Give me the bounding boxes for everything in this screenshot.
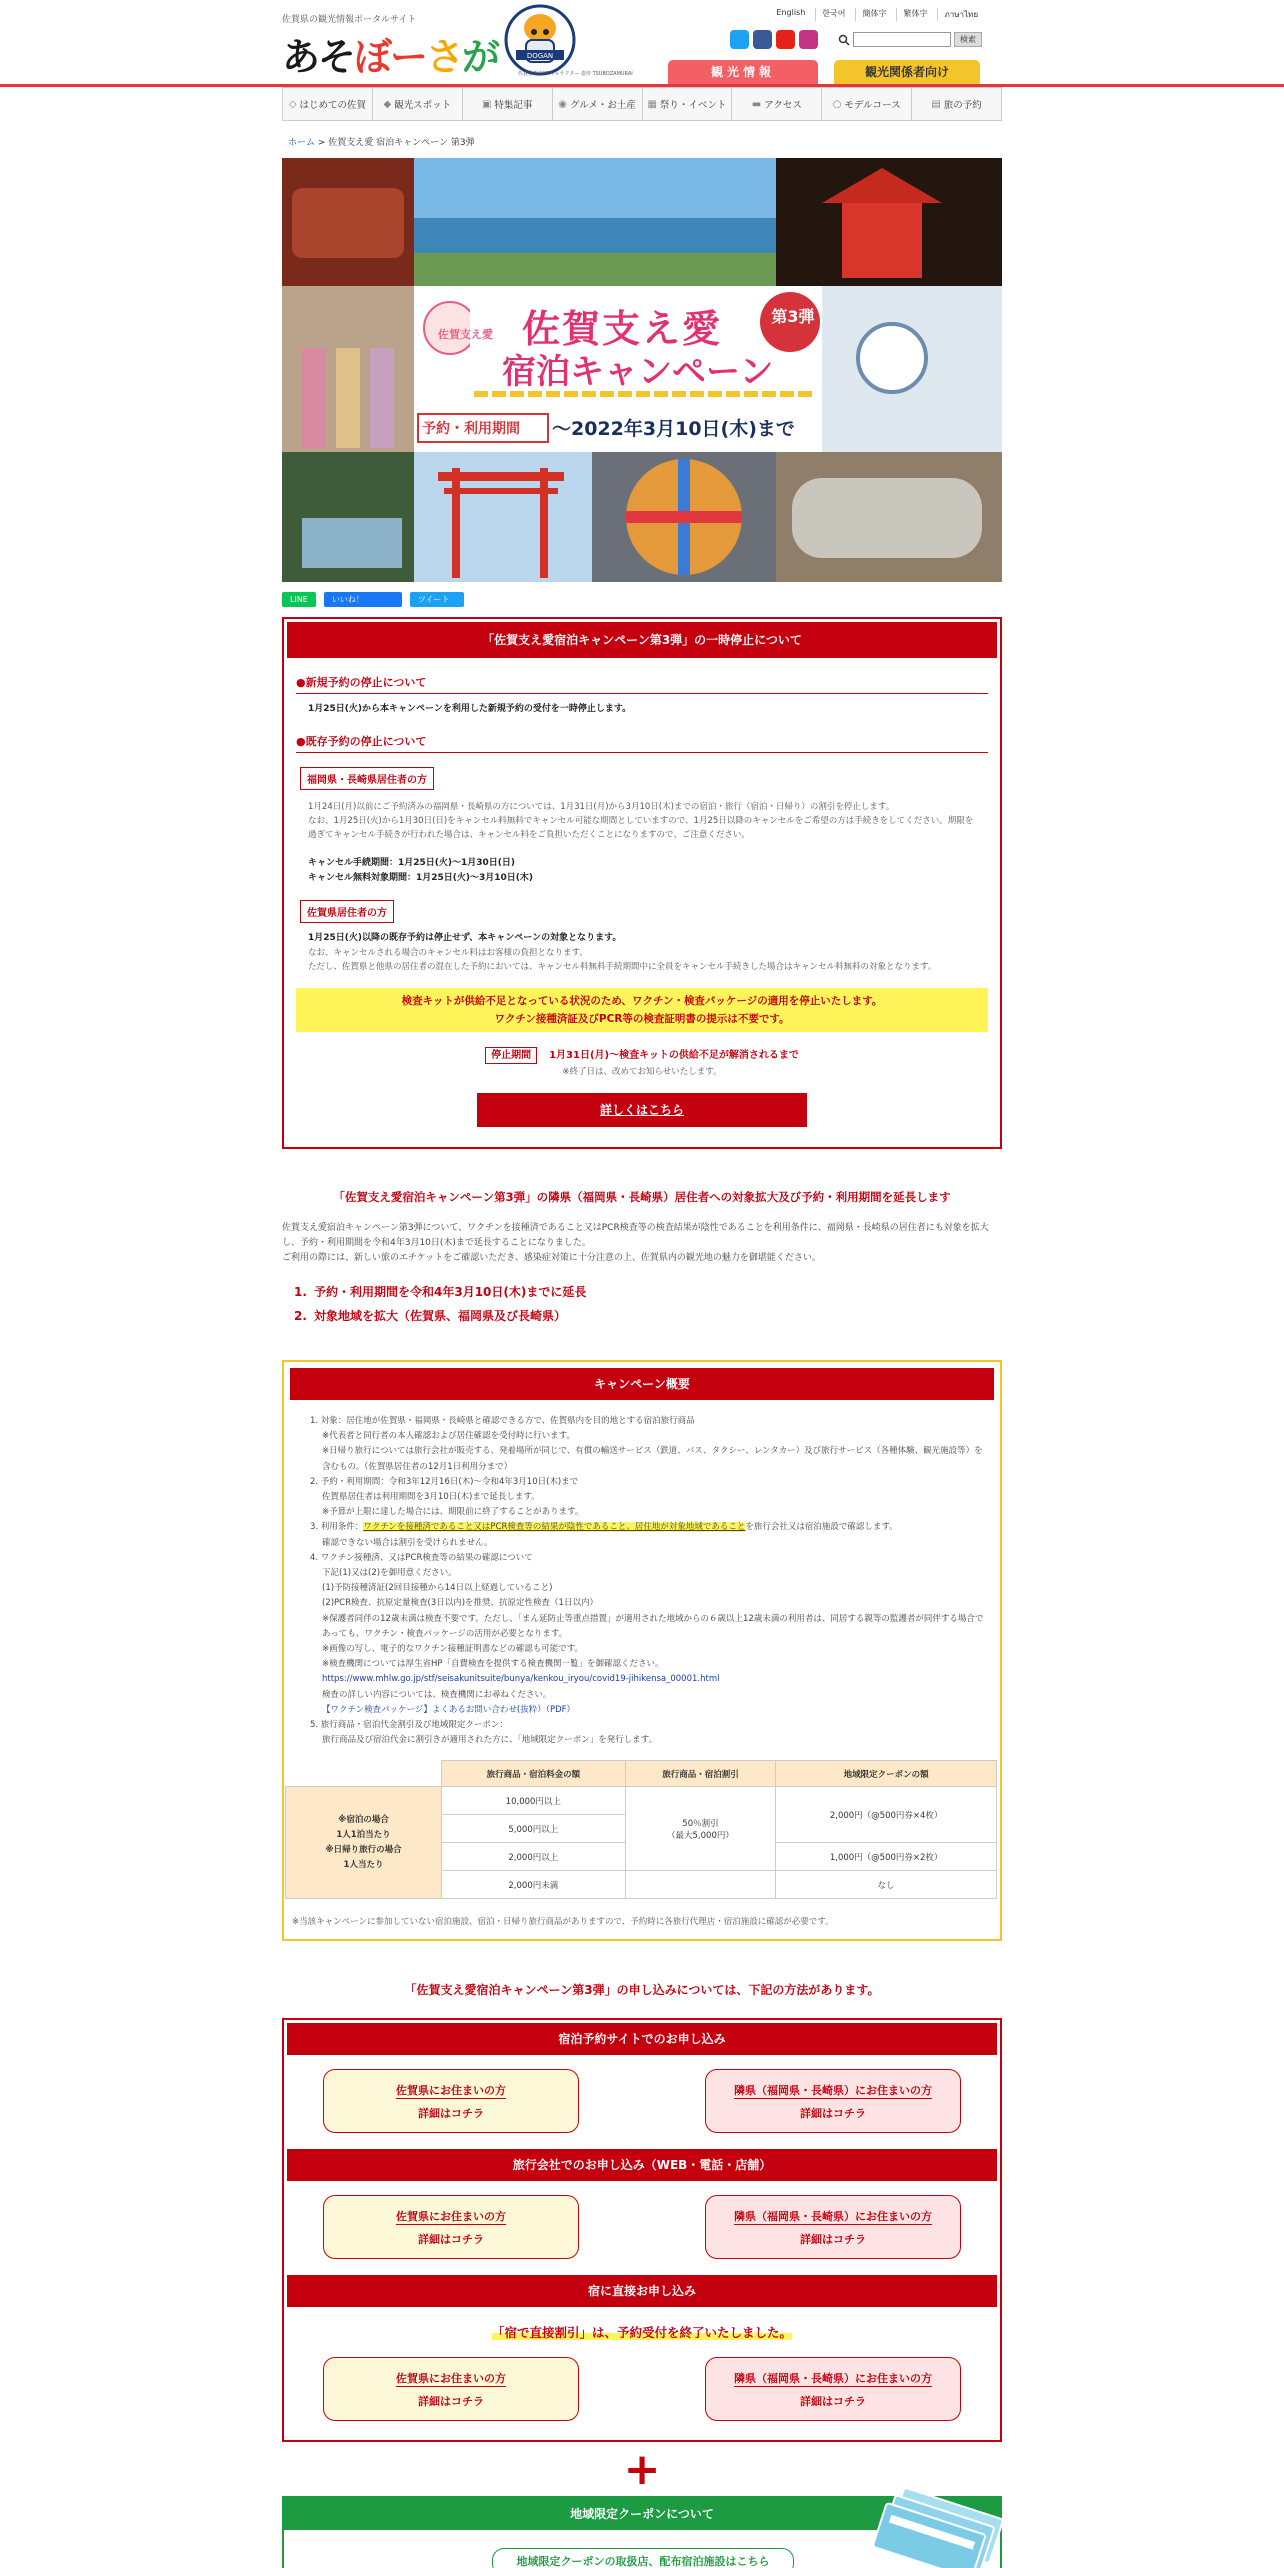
book-icon: ▤: [931, 98, 941, 110]
bike-icon: ○: [832, 98, 842, 110]
audience-tabs: [668, 60, 980, 86]
hero-period-text: ～2022年3月10日(木)まで: [552, 418, 795, 440]
tab-tourism-info[interactable]: 観光情報: [668, 60, 818, 86]
instagram-icon[interactable]: [799, 30, 818, 49]
tweet-button[interactable]: ツイート: [410, 592, 464, 607]
nav-item-spots[interactable]: ◆ 観光スポット: [373, 88, 463, 120]
search-icon: [838, 34, 850, 46]
nav-item-model-course[interactable]: ○ モデルコース: [822, 88, 912, 120]
stop-period: [284, 1046, 1000, 1061]
breadcrumb: ホーム > 佐賀支え愛 宿泊キャンペーン 第3弾: [288, 138, 475, 148]
table-cell: 10,000円以上: [442, 1787, 626, 1815]
neighbor-resident-card[interactable]: 隣県（福岡県・長崎県）にお住まいの方 詳細はコチラ: [705, 2195, 961, 2259]
stop-period-note: ※終了日は、改めてお知らせいたします。: [562, 1067, 722, 1077]
apply-section-title: 宿泊予約サイトでのお申し込み: [287, 2023, 997, 2055]
svg-text:DOGAN: DOGAN: [526, 52, 554, 60]
campaign-overview: [282, 1360, 1002, 1941]
food-icon: ◉: [558, 98, 567, 110]
list-item: 1. 予約・利用期間を令和4年3月10日(木)までに延長: [294, 1285, 587, 1299]
hero-badge: 佐賀支え愛: [438, 328, 493, 341]
free-cancel-period: キャンセル無料対象期間：1月25日(火)～3月10日(木): [308, 873, 534, 883]
fukuoka-nagasaki-label: 福岡県・長崎県居住者の方: [300, 767, 434, 790]
beginner-icon: ◇: [288, 98, 297, 110]
table-header: 旅行商品・宿泊料金の額: [442, 1761, 626, 1787]
table-cell: [625, 1871, 776, 1899]
car-icon: ▬: [751, 98, 762, 110]
table-header: 地域限定クーポンの額: [776, 1761, 997, 1787]
details-button[interactable]: 詳しくはこちら: [477, 1093, 807, 1127]
facebook-like-button[interactable]: いいね！: [324, 592, 402, 607]
youtube-icon[interactable]: [776, 30, 795, 49]
table-cell: 2,000円未満: [442, 1871, 626, 1899]
facebook-icon[interactable]: [753, 30, 772, 49]
coupon-tickets-image: [874, 2484, 1014, 2568]
price-table: [285, 1760, 997, 1899]
nav-item-features[interactable]: ▣ 特集記事: [463, 88, 553, 120]
table-cell: なし: [776, 1871, 997, 1899]
fukuoka-text-1: 1月24日(月)以前にご予約済みの福岡県・長崎県の方については、1月31日(月)から3月10日(木)までの宿泊・旅行（宿泊・日帰り）の割引を停止します。: [308, 802, 895, 812]
saga-resident-label: 佐賀県居住者の方: [300, 900, 394, 923]
festival-icon: ▦: [647, 98, 657, 110]
hero-title-line2: 宿泊キャンペーン: [502, 352, 774, 392]
saga-resident-card[interactable]: 佐賀県にお住まいの方 詳細はコチラ: [323, 2195, 579, 2259]
lang-thai[interactable]: ภาษาไทย: [937, 8, 984, 21]
campaign-hero-banner: [282, 158, 1002, 582]
suspension-notice: [282, 617, 1002, 1149]
language-menu: [770, 8, 984, 21]
hero-period-label: 予約・利用期間: [422, 421, 520, 437]
table-cell: 2,000円（@500円券×4枚）: [776, 1787, 997, 1843]
header-divider: [0, 84, 1284, 87]
share-buttons: [282, 592, 1002, 607]
stop-period-text: 1月31日(月)～検査キットの供給不足が解消されるまで: [549, 1050, 799, 1061]
overview-title: キャンペーン概要: [290, 1368, 994, 1400]
list-item: 2. 対象地域を拡大（佐賀県、福岡県及び長崎県）: [294, 1309, 567, 1323]
site-subtitle: 佐賀県の観光情報ポータルサイト: [282, 15, 417, 25]
overview-list: 1. 対象：居住地が佐賀県・福岡県・長崎県と確認できる方で、佐賀県内を目的地とする宿泊旅行商品 ※代表者と同行者の本人確認および居住確認を受付時に行います。 ※日帰り旅行については旅行会社が販売する、発着場所が同じで、有償の輸送サービス（鉄道、バス、タクシー、レンタカー）及び旅行サービス（各種体験、観光施設等）を含むもの。（佐賀県居住者の12月1日利用分まで） 2. 予約・利用期間：令和3年12月16日(木)～令和4年3月10日(木)まで 佐賀県居住者は利用期間を3月10日(木)まで延長します。 ※予算が上限に達した場合には、期限前に終了することがあります。 3. 利用条件：ワクチンを接種済であること又はPCR検査等の結果が陰性であること、居住地が対象地域であることを旅行会社又は宿泊施設で確認します。 確認できない場合は割引を受けられません。 4. ワクチン接種済、又はPCR検査等の結果の確認について 下記(1)又は(2)を御用意ください。 (1)予防接種済証(2回目接種から14日以上経過していること) (2)PCR検査、抗原定量検査(3日以内)を推奨、抗原定性検査（1日以内） ※保護者同伴の12歳未満は検査不要です。ただし、「まん延防止等重点措置」が適用された地域からの６歳以上12歳未満の利用者は、同居する親等の監護者が同伴する場合であっても、ワクチン・検査パッケージの活用が必要となります。 ※画像の写し、電子的なワクチン接種証明書などの確認も可能です。 ※検査機関については厚生省HP「自費検査を提供する検査機関一覧」を御確認ください。 https://www.mhlw.go.jp/stf/seisakunitsuite/bunya/kenkou_iryou/covid19-jihikensa_00001.html 検査の詳しい内容については、検査機関にお尋ねください。 【ワクチン検査パッケージ】よくあるお問い合わせ(抜粋）（PDF） 5. 旅行商品・宿泊代金割引及び地域限定クーポン： 旅行商品及び宿泊代金に割引きが適用された方に、「地域限定クーポン」を発行します。: [310, 1414, 990, 1748]
hero-edition: 第3弾: [771, 307, 815, 326]
search-input[interactable]: [853, 32, 951, 47]
coupon-stores-button[interactable]: 地域限定クーポンの取扱店、配布宿泊施設はこちら: [492, 2548, 794, 2568]
discount-cell: 50％割引 （最大5,000円）: [625, 1787, 776, 1871]
extension-list: [294, 1280, 1002, 1328]
table-row-head: ※宿泊の場合 1人1泊当たり ※日帰り旅行の場合 1人当たり: [286, 1787, 442, 1899]
plus-icon: +: [623, 2444, 661, 2496]
overview-note: ※当該キャンペーンに参加していない宿泊施設、宿泊・日帰り旅行商品がありますので、予約時に各旅行代理店・宿泊施設に確認が必要です。: [292, 1917, 834, 1928]
site-logo[interactable]: あそぼーさが: [282, 35, 499, 79]
new-booking-heading: ●新規予約の停止について: [296, 674, 988, 694]
apply-section-title: 旅行会社でのお申し込み（WEB・電話・店舗）: [287, 2149, 997, 2181]
direct-discount-ended: 「宿で直接割引」は、予約受付を終了いたしました。: [491, 2325, 792, 2341]
site-header: [282, 0, 1002, 84]
lang-traditional-chinese[interactable]: 繁体字: [896, 8, 933, 21]
lang-korean[interactable]: 한국어: [815, 8, 851, 21]
coupon-section: [282, 2496, 1002, 2568]
camera-icon: ▣: [481, 98, 492, 110]
search-button[interactable]: 検索: [954, 32, 982, 47]
neighbor-resident-card[interactable]: 隣県（福岡県・長崎県）にお住まいの方 詳細はコチラ: [705, 2357, 961, 2421]
lang-simplified-chinese[interactable]: 簡体字: [855, 8, 892, 21]
usage-condition: 3. 利用条件：ワクチンを接種済であること又はPCR検査等の結果が陰性であること、居住地が対象地域であることを旅行会社又は宿泊施設で確認します。: [310, 1522, 898, 1533]
saga-resident-card[interactable]: 佐賀県にお住まいの方 詳細はコチラ: [323, 2357, 579, 2421]
breadcrumb-current: 佐賀支え愛 宿泊キャンペーン 第3弾: [328, 138, 475, 148]
saga-small-1: なお、キャンセルされる場合のキャンセル料はお客様の負担となります。: [308, 948, 588, 958]
social-links: [730, 30, 818, 49]
extension-heading: 「佐賀支え愛宿泊キャンペーン第3弾」の隣県（福岡県・長崎県）居住者への対象拡大及び予約・利用期間を延長します: [333, 1190, 951, 1204]
breadcrumb-home[interactable]: ホーム: [288, 138, 316, 148]
table-cell: 5,000円以上: [442, 1815, 626, 1843]
apply-heading: 「佐賀支え愛宿泊キャンペーン第3弾」の申し込みについては、下記の方法があります。: [404, 1983, 880, 1998]
notice-title: 「佐賀支え愛宿泊キャンペーン第3弾」の一時停止について: [287, 622, 997, 658]
existing-booking-heading: ●既存予約の停止について: [296, 733, 988, 753]
coupon-title: 地域限定クーポンについて: [284, 2498, 1000, 2530]
extension-paragraph: 佐賀支え愛宿泊キャンペーン第3弾について、ワクチンを接種済であること又はPCR検査等の検査結果が陰性であることを利用条件に、福岡県・長崎県の居住者にも対象を拡大し、予約・利用期間を令和4年3月10日(木)まで延長することになりました。 ご利用の際には、新しい旅のエチケットをご確認いただき、感染症対策に十分注意の上、佐賀県内の観光地の魅力を御堪能ください。: [282, 1223, 989, 1263]
lang-english[interactable]: English: [776, 8, 806, 17]
cancel-procedure-period: キャンセル手続期間：1月25日(火)～1月30日(日): [308, 858, 516, 868]
apply-section-title: 宿に直接お申し込み: [287, 2275, 997, 2307]
saga-small-2: ただし、佐賀県と他県の居住者の混在した予約においては、キャンセル料無料手続期間中に全員をキャンセル手続きした場合はキャンセル料無料の対象となります。: [308, 962, 937, 972]
table-cell: 2,000円以上: [442, 1843, 626, 1871]
mascot-caption: 佐賀県観光PRキャラクター 壺侍 TSUBOZAMURAI: [518, 71, 633, 77]
twitter-icon[interactable]: [730, 30, 749, 49]
mhlw-link[interactable]: https://www.mhlw.go.jp/stf/seisakunitsuite/bunya/kenkou_iryou/covid19-jihikensa_00001.html: [322, 1674, 720, 1685]
nav-item-events[interactable]: ▦ 祭り・イベント: [643, 88, 733, 120]
test-kit-notice: 検査キットが供給不足となっている状況のため、ワクチン・検査パッケージの適用を停止いたします。 ワクチン接種済証及びPCR等の検査証明書の提示は不要です。: [296, 988, 988, 1032]
nav-item-beginner[interactable]: ◇ はじめての佐賀: [283, 88, 373, 120]
neighbor-resident-card[interactable]: 隣県（福岡県・長崎県）にお住まいの方 詳細はコチラ: [705, 2069, 961, 2133]
site-search: [838, 32, 982, 47]
faq-pdf-link[interactable]: 【ワクチン検査パッケージ】よくあるお問い合わせ(抜粋）（PDF）: [322, 1704, 576, 1715]
spot-icon: ◆: [383, 98, 392, 110]
nav-item-booking[interactable]: ▤ 旅の予約: [931, 98, 982, 111]
fukuoka-text-2: なお、1月25日(火)から1月30日(日)をキャンセル料無料でキャンセル可能な期間としていますので、1月25日以降のキャンセルをご希望の方は手続きをしてください。期限を過ぎてキャンセル手続きが行われた場合は、キャンセル料をご負担いただくことになりますので、ご注意ください。: [308, 816, 974, 840]
saga-resident-text: 1月25日(火)以降の既存予約は停止せず、本キャンペーンの対象となります。: [308, 933, 622, 943]
new-booking-text: 1月25日(火)から本キャンペーンを利用した新規予約の受付を一時停止します。: [308, 704, 632, 714]
hero-title-line1: 佐賀支え愛: [522, 307, 723, 351]
saga-resident-card[interactable]: 佐賀県にお住まいの方 詳細はコチラ: [323, 2069, 579, 2133]
tab-industry[interactable]: 観光関係者向け: [834, 60, 980, 86]
nav-item-gourmet[interactable]: ◉ グルメ・お土産: [553, 88, 643, 120]
table-header: 旅行商品・宿泊割引: [625, 1761, 776, 1787]
table-cell: 1,000円（@500円券×2枚）: [776, 1843, 997, 1871]
nav-item-access[interactable]: ▬ アクセス: [732, 88, 822, 120]
apply-methods: [282, 2018, 1002, 2442]
line-share-button[interactable]: LINE: [282, 592, 316, 607]
stop-period-label: 停止期間: [485, 1047, 537, 1064]
mascot-logo: [502, 2, 578, 78]
global-nav: [282, 87, 1002, 121]
